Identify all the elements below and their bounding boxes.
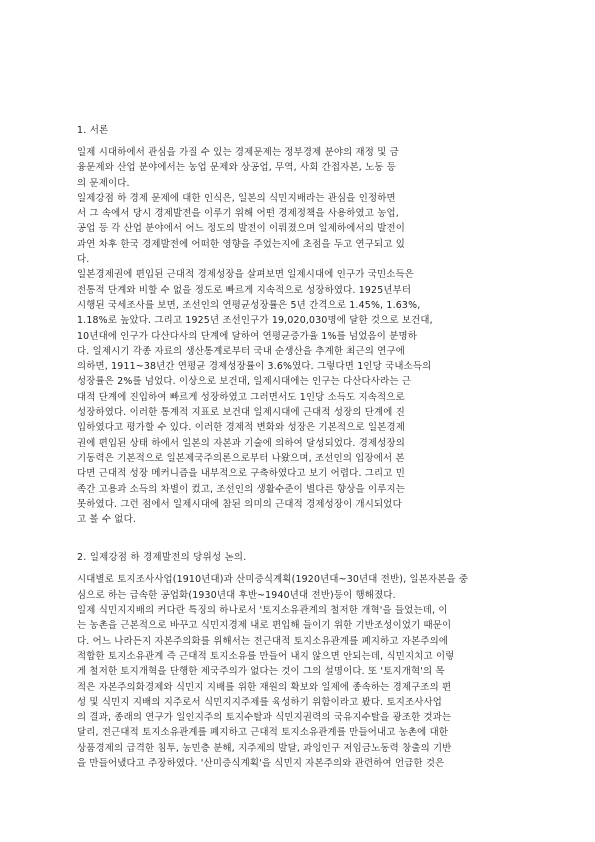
text-line: 시대별로 토지조사사업(1910년대)과 산미증식계획(1920년대~30년대 전반), 일본자본을 중 — [77, 574, 469, 586]
text-line: 일본경제권에 편입된 근대적 경제성장을 살펴보면 일제시대에 인구가 국민소득은 — [77, 269, 414, 281]
text-line: 입하였다고 평가할 수 있다. 이러한 경제적 변화와 성장은 기본적으로 일본경제 — [77, 422, 406, 434]
text-line: 성 및 식민지 지배의 지주로서 식민지지주제를 육성하기 위함이라고 봤다. 토지조사사업 — [77, 696, 443, 708]
section-1-paragraph-2 — [77, 191, 518, 267]
text-line: 시행된 국세조사를 보면, 조선인의 연평균성장률은 5년 간격으로 1.45%, 1.63%, — [77, 299, 421, 311]
text-line: 권에 편입된 상태 하에서 일본의 자본과 기술에 의하여 달성되었다. 경제성장의 — [77, 437, 406, 449]
text-line: 달리, 전근대적 토지소유관계를 폐지하고 근대적 토지소유관계를 만들어내고 농촌에 대한 — [77, 727, 449, 739]
text-line: 고 볼 수 없다. — [77, 514, 137, 526]
text-line: 다. — [77, 254, 90, 266]
text-line: 의 결과, 종래의 연구가 일인지주의 토지수탈과 식민지권력의 국유지수탈을 광조한 것과는 — [77, 712, 452, 724]
text-line: 일제 식민지지배의 커다란 특징의 하나로서 '토지소유관계의 철저한 개혁'을 들었는데, 이 — [77, 605, 448, 617]
text-line: 적합한 토지소유관계 즉 근대적 토지소유를 만들어 내지 않으면 안되는데, 식민지치고 이렇 — [77, 650, 455, 662]
text-line: 족간 고용과 소득의 차별이 컸고, 조선인의 생활수준이 별다른 향상을 이루지는 — [77, 483, 406, 495]
section-1-paragraph-3 — [77, 267, 518, 527]
section-1-heading: 1. 서론 — [77, 125, 109, 136]
text-line: 다. 일제시기 각종 자료의 생산통계로부터 국내 순생산을 추계한 최근의 연구에 — [77, 345, 406, 357]
text-line: 게 철저한 토지개혁을 단행한 제국주의가 없다는 것이 그의 설명이다. 또 '토지개혁'의 목 — [77, 666, 445, 678]
text-line: 대적 단계에 진입하여 빠르게 성장하였고 그러면서도 1인당 소득도 지속적으로 — [77, 391, 405, 403]
text-line: 상품경제의 급격한 침투, 농민층 분해, 지주제의 발달, 과잉인구 저임금노동력 창출의 기반 — [77, 742, 452, 754]
text-line: 성장률은 2%를 넘었다. 이상으로 보건대, 일제시대에는 인구는 다산다사라는 근 — [77, 376, 412, 388]
text-line: 일제강점 하 경제 문제에 대한 인식은, 일본의 식민지배라는 관심을 인정하면 — [77, 192, 396, 204]
text-line: 의하면, 1911~38년간 연평균 경제성장률이 3.6%였다. 그렇다면 1인당 국내소득의 — [77, 361, 432, 373]
text-line: 기동력은 기본적으로 일본제국주의론으로부터 나왔으며, 조선인의 입장에서 본 — [77, 452, 405, 464]
text-line: 심으로 하는 급속한 공업화(1930년대 후반~1940년대 전반)등이 행해졌다. — [77, 589, 396, 601]
text-line: 과연 차후 한국 경제발전에 어떠한 영향을 주었는지에 초점을 두고 연구되고 있 — [77, 238, 406, 250]
text-line: 다면 근대적 성장 메커니즘을 내부적으로 구축하였다고 보기 어렵다. 그리고 민 — [77, 468, 406, 480]
text-line: 서 그 속에서 당시 경제발전을 이루기 위해 어떤 경제정책을 사용하였고 농업, — [77, 208, 399, 220]
text-line: 공업 등 각 산업 분야에서 어느 정도의 발전이 이뤄졌으며 일제하에서의 발전이 — [77, 223, 406, 235]
document-body — [77, 123, 518, 771]
text-line: 는 농촌을 근본적으로 바꾸고 식민지경제 내로 편입해 들이기 위한 기반조성이었기 때문이 — [77, 620, 452, 632]
text-line: 일제 시대하에서 관심을 가질 수 있는 경제문제는 정부경제 분야의 재정 및 금 — [77, 147, 399, 158]
text-line: 의 문제이다. — [77, 177, 130, 189]
section-2-paragraph — [77, 572, 518, 771]
text-line: 성장하였다. 이러한 통계적 지표로 보건대 일제시대에 근대적 성장의 단계에 진 — [77, 407, 406, 419]
text-line: 10년대에 인구가 다산다사의 단계에 달하여 연평균증가율 1%를 넘었음이 분명하 — [77, 330, 417, 342]
text-line: 융문제와 산업 분야에서는 농업 문제와 상공업, 무역, 사회 간접자본, 노동 등 — [77, 162, 397, 174]
text-line: 을 만들어냈다고 주장하였다. '산미증식계획'을 식민지 자본주의와 관련하여 언급한 것은 — [77, 757, 445, 769]
text-line: 못하였다. 그런 점에서 일제시대에 참된 의미의 근대적 경제성장이 개시되었다 — [77, 498, 402, 510]
text-line: 1.18%로 높았다. 그리고 1925년 조선인구가 19,020,030명에 달한 것으로 보건대, — [77, 315, 433, 327]
section-2-heading: 2. 일제강점 하 경제발전의 당위성 논의. — [77, 552, 247, 564]
text-line: 전통적 단계와 비할 수 없을 정도로 빠르게 지속적으로 성장하였다. 1925년부터 — [77, 284, 412, 296]
section-1-paragraph-1 — [77, 145, 518, 191]
text-line: 다. 어느 나라든지 자본주의화를 위해서는 전근대적 토지소유관계를 폐지하고 자본주의에 — [77, 635, 449, 647]
text-line: 적은 자본주의화경제와 식민지 지배를 위한 재원의 확보와 일제에 종속하는 경제구조의 편 — [77, 681, 452, 693]
